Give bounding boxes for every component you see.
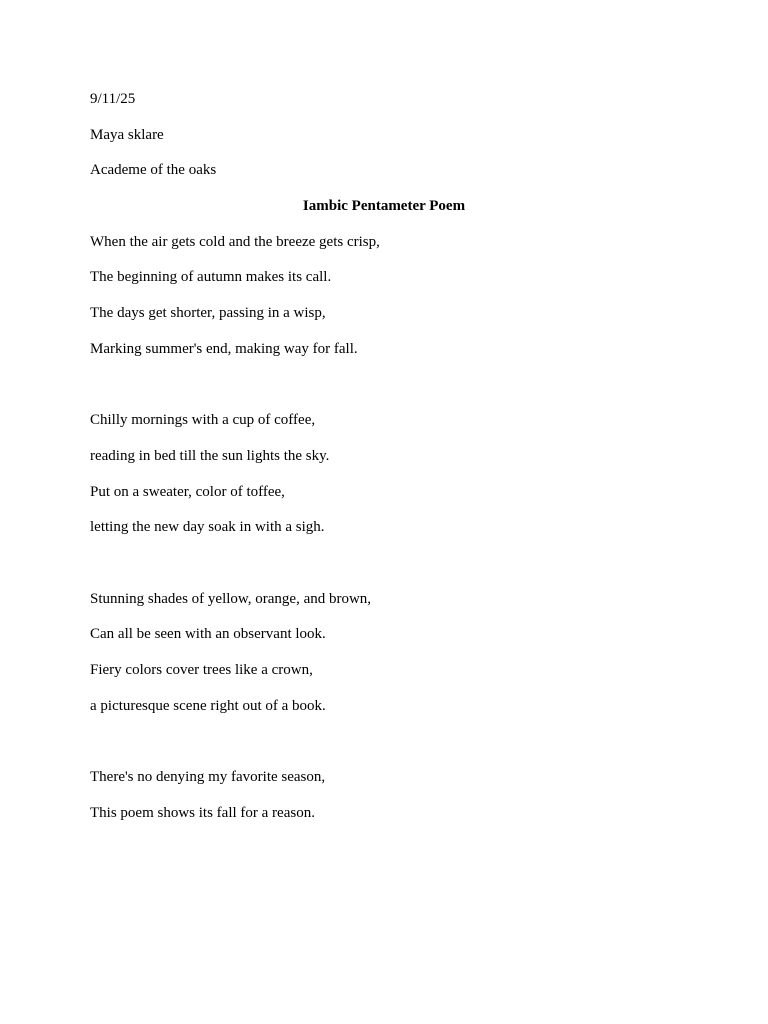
poem-line: There's no denying my favorite season, — [90, 769, 326, 786]
poem-line: The beginning of autumn makes its call. — [90, 269, 332, 286]
poem-line: a picturesque scene right out of a book. — [90, 697, 326, 714]
author-line: Maya sklare — [90, 126, 164, 143]
poem-line: Fiery colors cover trees like a crown, — [90, 662, 313, 678]
document-page — [90, 90, 678, 839]
poem-line: reading in bed till the sun lights the sky. — [90, 447, 330, 464]
stanza-4 — [90, 768, 678, 822]
poem-line: Put on a sweater, color of toffee, — [90, 483, 285, 500]
poem-line: This poem shows its fall for a reason. — [90, 804, 315, 821]
stanza-3 — [90, 590, 678, 715]
poem-line: When the air gets cold and the breeze gets crisp, — [90, 233, 380, 250]
stanza-1 — [90, 233, 678, 358]
stanza-gap — [90, 554, 678, 590]
poem-line: The days get shorter, passing in a wisp, — [90, 305, 326, 322]
date-line: 9/11/25 — [90, 91, 136, 107]
stanza-2 — [90, 411, 678, 536]
poem-line: letting the new day soak in with a sigh. — [90, 519, 325, 536]
stanza-gap — [90, 376, 678, 412]
school-line: Academe of the oaks — [90, 162, 217, 179]
poem-line: Marking summer's end, making way for fall. — [90, 340, 358, 357]
stanza-gap — [90, 732, 678, 768]
poem-line: Can all be seen with an observant look. — [90, 626, 326, 643]
poem-line: Stunning shades of yellow, orange, and brown, — [90, 590, 372, 607]
poem-line: Chilly mornings with a cup of coffee, — [90, 412, 316, 429]
poem-title: Iambic Pentameter Poem — [302, 198, 466, 215]
